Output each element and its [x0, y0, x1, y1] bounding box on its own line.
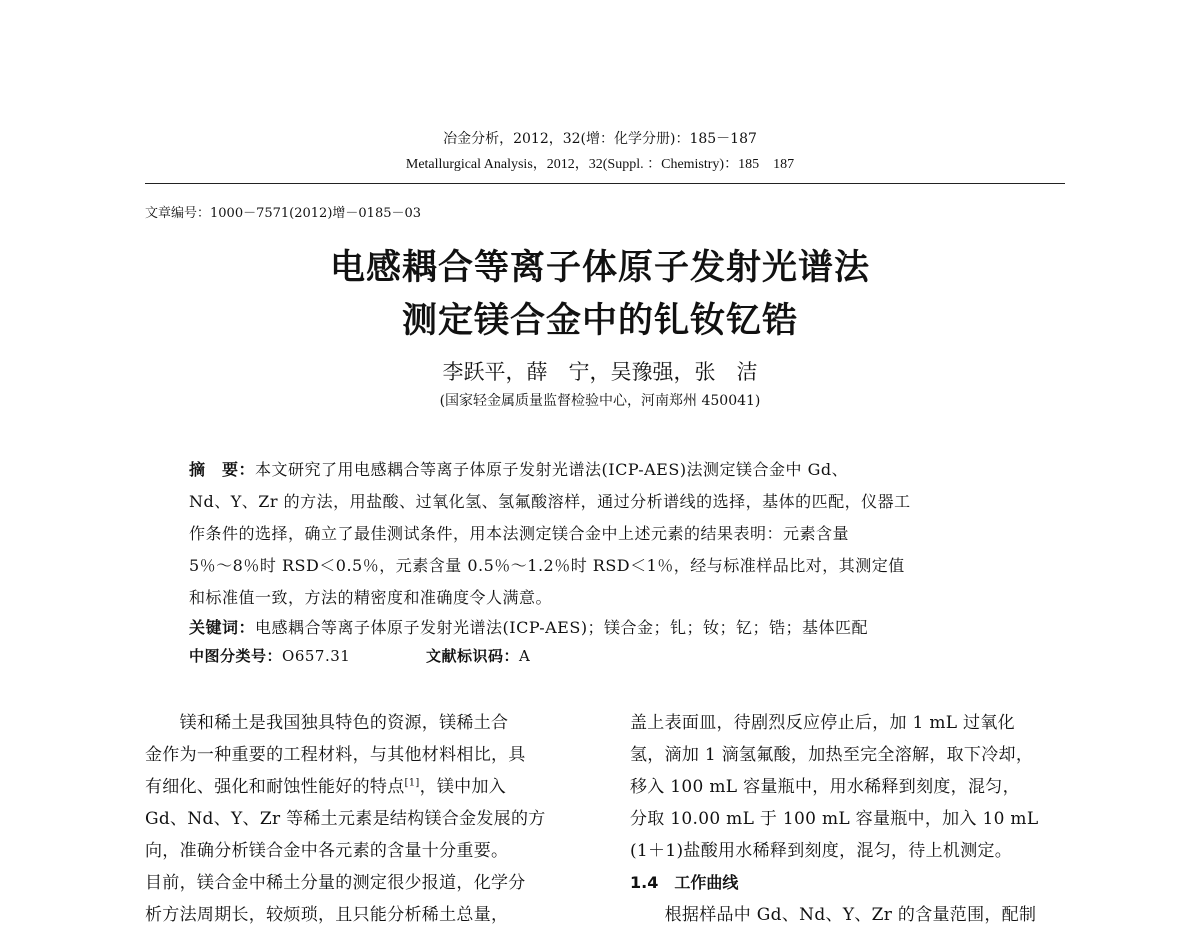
body-left-line: 镁和稀土是我国独具特色的资源，镁稀土合	[145, 713, 509, 733]
abstract-line: 作条件的选择，确立了最佳测试条件，用本法测定镁合金中上述元素的结果表明：元素含量	[189, 524, 850, 543]
body-left-line: 金作为一种重要的工程材料，与其他材料相比，具	[145, 745, 526, 765]
body-left-text: 有细化、强化和耐蚀性能好的特点	[145, 777, 405, 797]
body-left-text: ，镁中加入	[419, 777, 507, 797]
abstract-line: 和标准值一致，方法的精密度和准确度令人满意。	[189, 588, 553, 607]
reference-mark: [1]	[404, 777, 420, 789]
article-number: 文章编号：1000－7571(2012)增－0185－03	[145, 206, 422, 221]
doc-code-value: A	[519, 647, 531, 665]
clc-value: O657.31	[282, 647, 351, 665]
body-right-line: (1＋1)盐酸用水稀释到刻度，混匀，待上机测定。	[630, 841, 1013, 861]
body-right-line: 盖上表面皿，待剧烈反应停止后，加 1 mL 过氧化	[630, 713, 1015, 733]
authors: 李跃平，薛 宁，吴豫强，张 洁	[442, 360, 758, 384]
document-code	[426, 645, 530, 666]
body-left-line: 目前，镁合金中稀土分量的测定很少报道，化学分	[145, 873, 526, 893]
abstract-text: 本文研究了用电感耦合等离子体原子发射光谱法(ICP-AES)法测定镁合金中 Gd、	[255, 460, 849, 479]
abstract-label: 摘 要：	[189, 460, 256, 479]
keywords-text: 电感耦合等离子体原子发射光谱法(ICP-AES)；镁合金；钆；钕；钇；锆；基体匹配	[255, 618, 869, 637]
paper-title-line2: 测定镁合金中的钆钕钇锆	[401, 301, 798, 341]
keywords-line	[189, 615, 868, 638]
journal-citation-cn: 冶金分析，2012，32(增：化学分册)：185－187	[443, 131, 757, 147]
abstract-line: Nd、Y、Zr 的方法，用盐酸、过氧化氢、氢氟酸溶样，通过分析谱线的选择，基体的匹配，仪器工	[189, 492, 911, 511]
abstract-line: 5％～8％时 RSD＜0.5％，元素含量 0.5％～1.2％时 RSD＜1％，经与标准样品比对，其测定值	[189, 556, 905, 575]
body-left-line: 向，准确分析镁合金中各元素的含量十分重要。	[145, 841, 509, 861]
body-right-line: 移入 100 mL 容量瓶中，用水稀释到刻度，混匀，	[630, 777, 1020, 797]
section-heading: 1.4 工作曲线	[630, 873, 739, 892]
doc-code-label: 文献标识码：	[426, 647, 520, 665]
body-left-line: Gd、Nd、Y、Zr 等稀土元素是结构镁合金发展的方	[145, 809, 546, 829]
body-right-line: 氢，滴加 1 滴氢氟酸，加热至完全溶解，取下冷却，	[630, 745, 1034, 765]
paper-title-line1: 电感耦合等离子体原子发射光谱法	[329, 248, 870, 288]
classification-line	[189, 645, 350, 666]
affiliation: (国家轻金属质量监督检验中心，河南郑州 450041)	[439, 393, 761, 409]
keywords-label: 关键词：	[189, 618, 256, 637]
header-rule	[145, 183, 1065, 184]
body-left-line	[145, 772, 506, 797]
body-right-line: 分取 10.00 mL 于 100 mL 容量瓶中，加入 10 mL	[630, 809, 1039, 829]
body-left-line: 析方法周期长，较烦琐，且只能分析稀土总量，	[145, 905, 509, 925]
body-right-line: 根据样品中 Gd、Nd、Y、Zr 的含量范围，配制	[630, 905, 1037, 925]
journal-citation-en: Metallurgical Analysis，2012，32(Suppl. ：Chemistry)：185 187	[405, 157, 795, 172]
clc-label: 中图分类号：	[189, 647, 283, 665]
abstract-line	[189, 457, 848, 480]
